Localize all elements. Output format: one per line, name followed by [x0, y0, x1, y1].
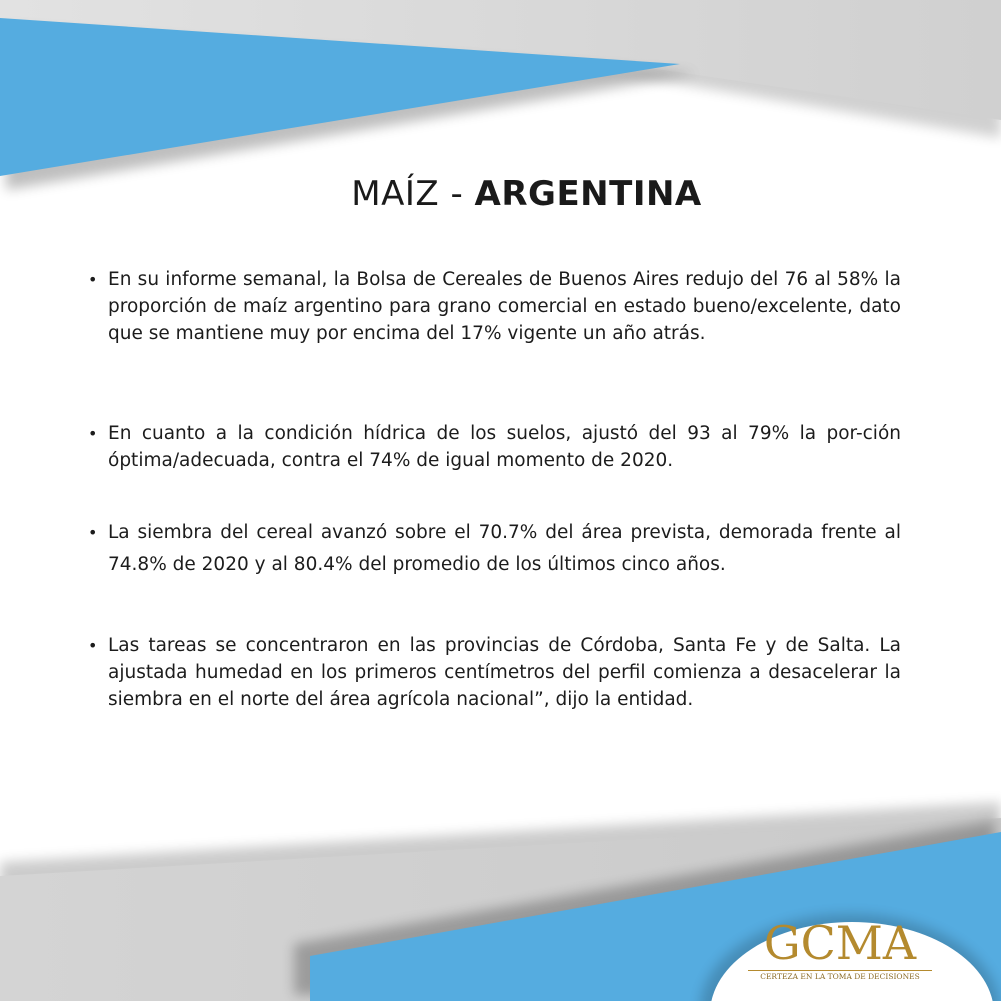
title-prefix: MAÍZ - [351, 174, 475, 214]
bullet-item [88, 517, 901, 581]
bullet-item [88, 632, 901, 713]
bullet-text: Las tareas se concentraron en las provincias de Córdoba, Santa Fe y de Salta. La ajustada humedad en los primeros centímetros del perfil comienza a desacelerar la siembra en el norte del área agrícola nacional”, dijo la entidad. [108, 635, 901, 710]
bullet-text: En su informe semanal, la Bolsa de Cereales de Buenos Aires redujo del 76 al 58% la proporción de maíz argentino para grano comercial en estado bueno/excelente, dato que se mantiene muy por encima del 17% vigente un año atrás. [108, 269, 901, 344]
gcma-logo [742, 918, 938, 990]
bullet-item [88, 420, 901, 474]
bullet-marker: • [88, 424, 98, 443]
bullet-marker: • [88, 636, 98, 655]
logo-tagline: CERTEZA EN LA TOMA DE DECISIONES [748, 970, 932, 983]
logo-wordmark: GCMA [763, 916, 917, 970]
title-country: ARGENTINA [474, 174, 702, 214]
bullet-item [88, 266, 901, 347]
bullet-text: En cuanto a la condición hídrica de los suelos, ajustó del 93 al 79% la por-ción óptima/adecuada, contra el 74% de igual momento de 2020. [108, 423, 901, 471]
bullet-marker: • [88, 270, 98, 289]
bullet-text: La siembra del cereal avanzó sobre el 70.7% del área prevista, demorada frente al 74.8% de 2020 y al 80.4% del promedio de los últimos cinco años. [108, 522, 901, 575]
bullet-marker: • [88, 523, 98, 542]
